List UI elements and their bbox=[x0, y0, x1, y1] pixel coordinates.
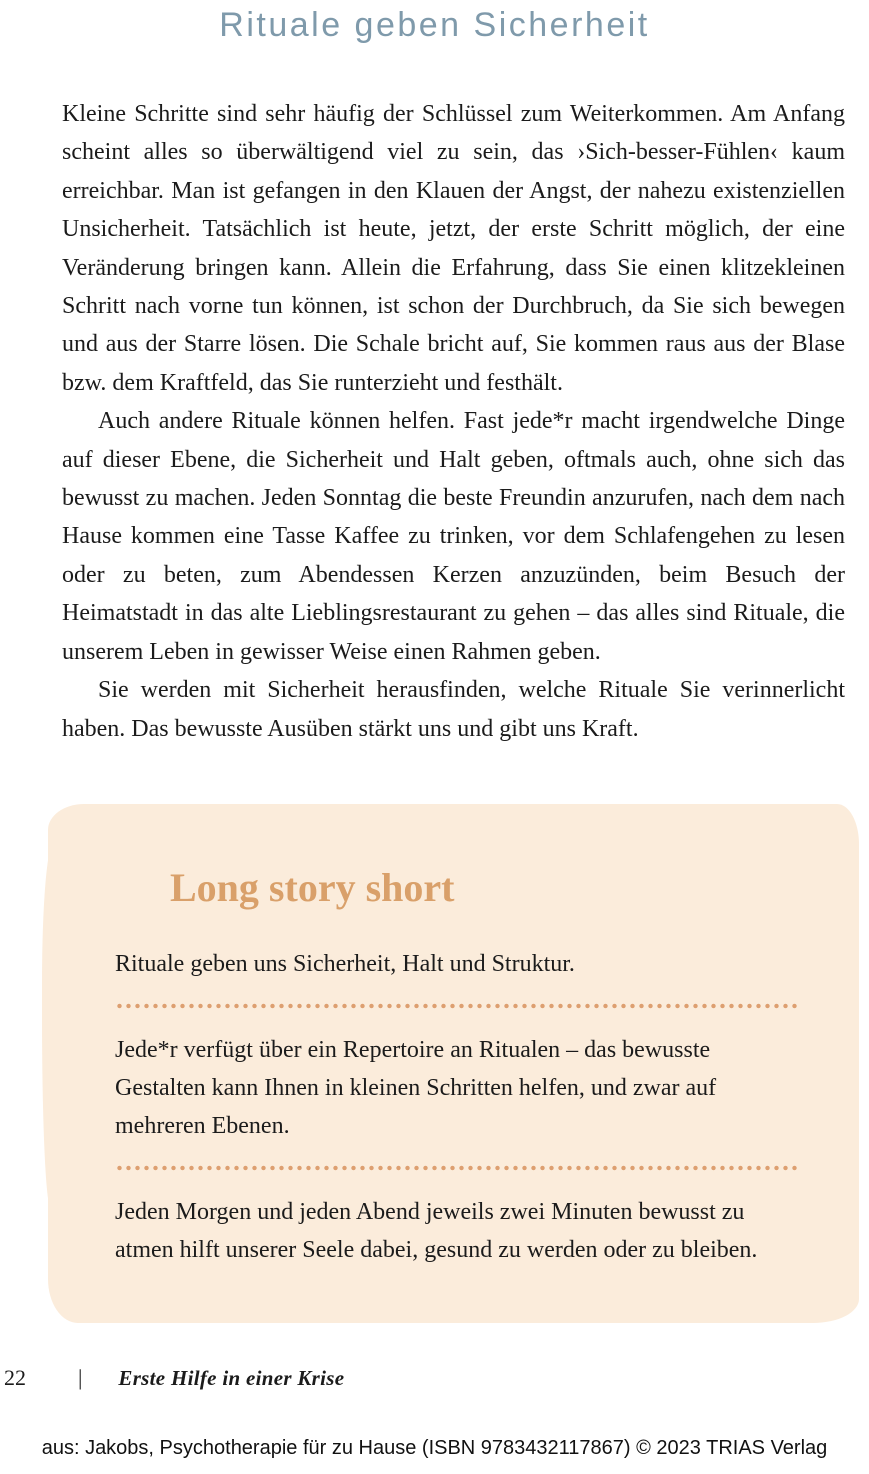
dotted-separator bbox=[115, 1165, 797, 1171]
summary-item: Rituale geben uns Sicherheit, Halt und Struktur. bbox=[115, 950, 575, 977]
page-number: 22 bbox=[4, 1364, 26, 1390]
copyright-line: aus: Jakobs, Psychotherapie für zu Hause (ISBN 9783432117867) © 2023 TRIAS Verlag bbox=[41, 1437, 828, 1459]
chapter-title: Erste Hilfe in einer Krise bbox=[118, 1365, 345, 1390]
dotted-separator bbox=[115, 1003, 797, 1009]
body-paragraph: Kleine Schritte sind sehr häufig der Schlüssel zum Weiterkommen. Am Anfang scheint alles so überwältigend viel zu sein, das ›Sich-besser-Fühlen‹ kaum erreichbar. Man ist gefangen in den Klauen der Angst, der nahezu existenziellen Unsicherheit. Tatsächlich ist heute, jetzt, der erste Schritt möglich, der eine Veränderung bringen kann. Allein die Erfahrung, dass Sie einen klitzekleinen Schritt nach vorne tun können, ist schon der Durchbruch, da Sie sich bewegen und aus der Starre lösen. Die Schale bricht auf, Sie kommen raus aus der Blase bzw. dem Kraftfeld, das Sie runterzieht und festhält. bbox=[62, 101, 845, 396]
summary-box bbox=[48, 804, 859, 1323]
page-title: Rituale geben Sicherheit bbox=[219, 6, 650, 44]
page-footer bbox=[4, 1365, 869, 1391]
summary-item: Jede*r verfügt über ein Repertoire an Ritualen – das bewusste Gestalten kann Ihnen in kleinen Schritten helfen, und zwar auf mehreren Ebenen. bbox=[115, 1036, 717, 1139]
body-paragraph: Sie werden mit Sicherheit herausfinden, welche Rituale Sie verinnerlicht haben. Das bewusste Ausüben stärkt uns und gibt uns Kraft. bbox=[62, 677, 845, 742]
body-paragraph: Auch andere Rituale können helfen. Fast jede*r macht irgendwelche Dinge auf dieser Ebene, die Sicherheit und Halt geben, oftmals auch, ohne sich das bewusst zu machen. Jeden Sonntag die beste Freundin anzurufen, nach dem nach Hause kommen eine Tasse Kaffee zu trinken, vor dem Schlafengehen zu lesen oder zu beten, zum Abendessen Kerzen anzuzünden, beim Besuch der Heimatstadt in das alte Lieblingsrestaurant zu gehen – das alles sind Rituale, die unserem Leben in gewisser Weise einen Rahmen geben. bbox=[62, 408, 845, 665]
body-text bbox=[62, 95, 845, 748]
footer-divider: | bbox=[78, 1364, 83, 1390]
summary-item: Jeden Morgen und jeden Abend jeweils zwei Minuten bewusst zu atmen hilft unserer Seele dabei, gesund zu werden oder zu bleiben. bbox=[115, 1198, 758, 1263]
summary-heading: Long story short bbox=[170, 864, 455, 910]
